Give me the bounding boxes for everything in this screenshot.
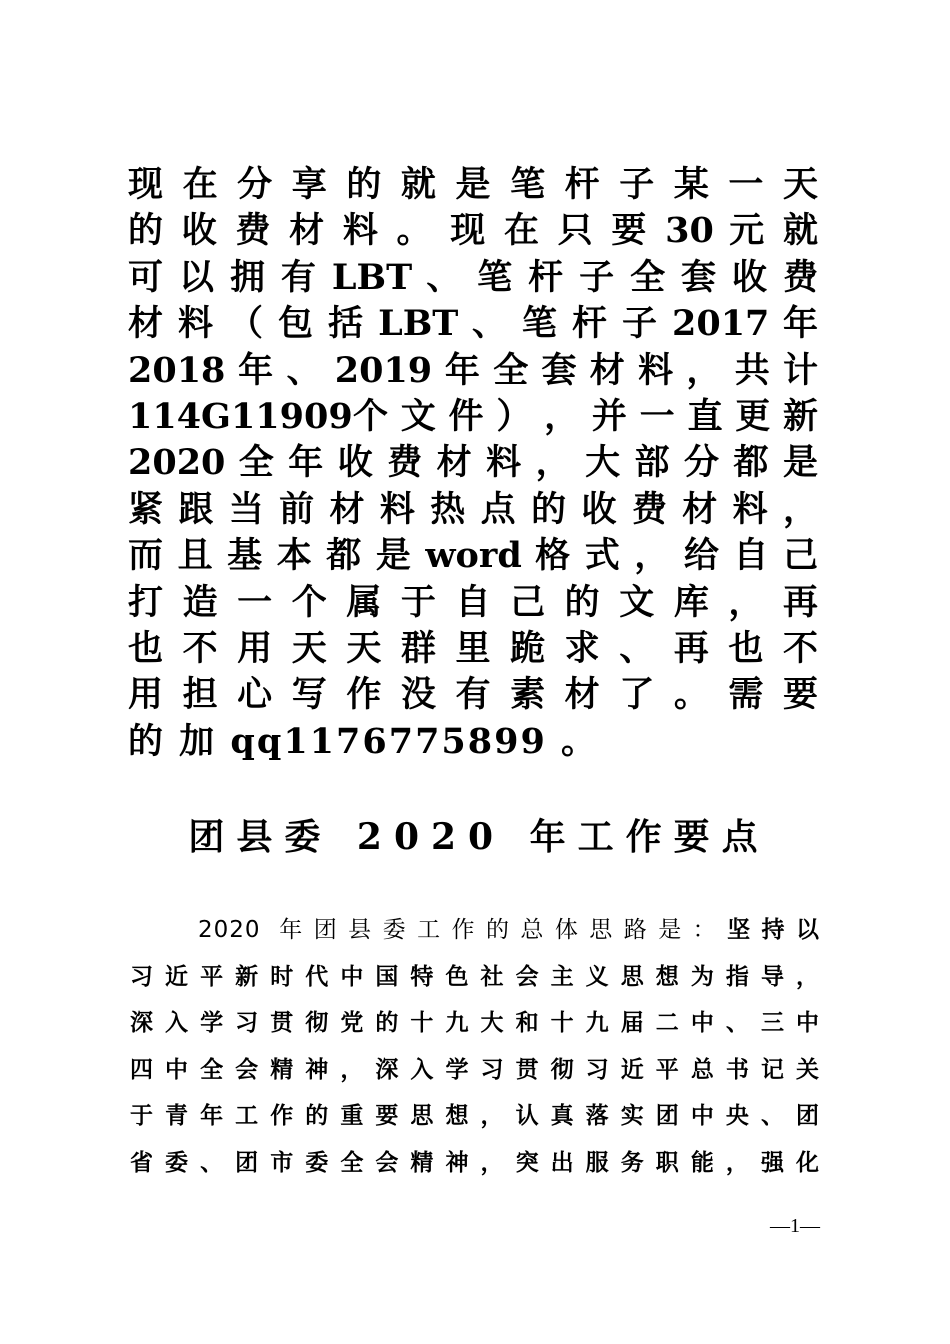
promo-line: 而 且 基 本 都 是 word 格 式 ， 给 自 己 <box>128 535 818 577</box>
paragraph-lead-bold-text: 坚持以 <box>727 917 820 943</box>
paragraph-line <box>130 907 820 954</box>
document-title: 团县委 2020 年工作要点 <box>188 816 770 858</box>
page-number: —1— <box>770 1215 820 1237</box>
paragraph-lead-text: 2020 年团县委工作的总体思路是： <box>198 917 728 943</box>
promo-line: 也 不 用 天 天 群 里 跪 求 、 再 也 不 <box>128 627 818 669</box>
promo-line: 可 以 拥 有 LBT 、 笔 杆 子 全 套 收 费 <box>128 256 818 298</box>
promo-line: 114G11909个 文 件 ） ， 并 一 直 更 新 <box>128 395 818 437</box>
promo-line: 2018 年 、 2019 年 全 套 材 料 ， 共 计 <box>128 349 818 391</box>
paragraph-line: 四中全会精神，深入学习贯彻习近平总书记关 <box>130 1056 820 1083</box>
promo-line: 的 收 费 材 料 。 现 在 只 要 30 元 就 <box>128 210 818 252</box>
promo-line: 材 料 （ 包 括 LBT 、 笔 杆 子 2017 年 <box>128 303 818 345</box>
promo-text-block <box>128 162 818 765</box>
promo-line: 打 造 一 个 属 于 自 己 的 文 库 ， 再 <box>128 581 818 623</box>
paragraph-line: 习近平新时代中国特色社会主义思想为指导， <box>130 963 820 990</box>
paragraph-line: 于青年工作的重要思想，认真落实团中央、团 <box>130 1103 820 1130</box>
promo-line: 现 在 分 享 的 就 是 笔 杆 子 某 一 天 <box>128 164 818 205</box>
paragraph-line: 深入学习贯彻党的十九大和十九届二中、三中 <box>130 1010 820 1037</box>
document-body <box>130 907 820 1187</box>
promo-line: 紧 跟 当 前 材 料 热 点 的 收 费 材 料 ， <box>128 488 818 530</box>
promo-line: 用 担 心 写 作 没 有 素 材 了 。 需 要 <box>128 674 818 716</box>
promo-line: 2020 全 年 收 费 材 料 ， 大 部 分 都 是 <box>128 442 818 484</box>
promo-line: 的 加 qq1176775899 。 <box>128 720 599 762</box>
paragraph-line: 省委、团市委全会精神，突出服务职能，强化 <box>130 1149 820 1176</box>
